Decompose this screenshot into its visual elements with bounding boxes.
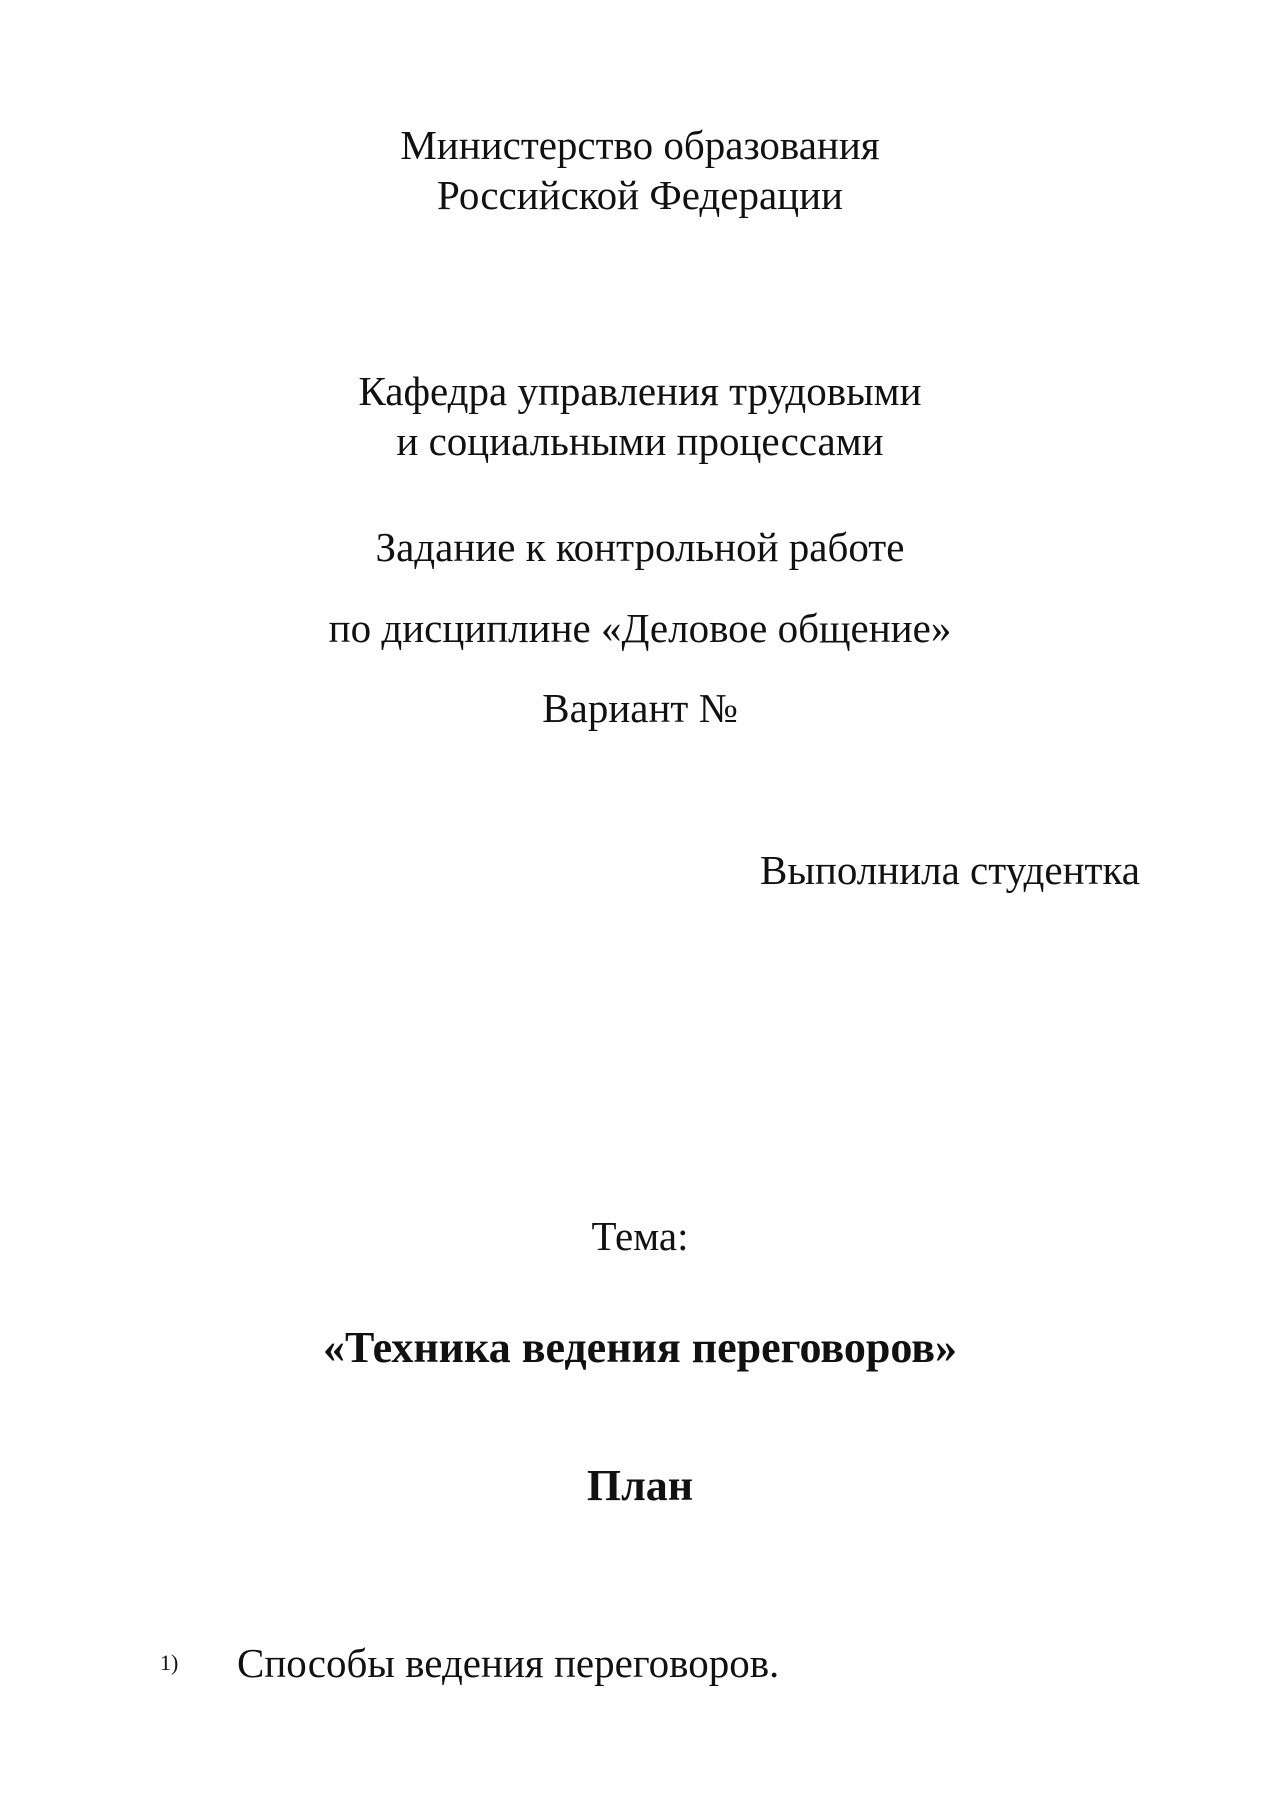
topic-title: «Техника ведения переговоров» — [323, 1323, 957, 1372]
list-item-number: 1) — [160, 1650, 179, 1675]
assignment-title: Задание к контрольной работе — [375, 524, 905, 570]
assignment-discipline: по дисциплине «Деловое общение» — [328, 605, 952, 651]
department-line-1: Кафедра управления трудовыми — [358, 368, 922, 414]
list-item-text: Способы ведения переговоров. — [237, 1640, 780, 1686]
department-line-2: и социальными процессами — [396, 418, 884, 464]
topic-label: Тема: — [591, 1213, 689, 1259]
assignment-variant: Вариант № — [542, 685, 738, 731]
ministry-line-2: Российской Федерации — [437, 172, 843, 218]
author-label: Выполнила студентка — [760, 847, 1140, 893]
plan-heading: План — [586, 1461, 694, 1510]
ministry-line-1: Министерство образования — [400, 122, 880, 168]
